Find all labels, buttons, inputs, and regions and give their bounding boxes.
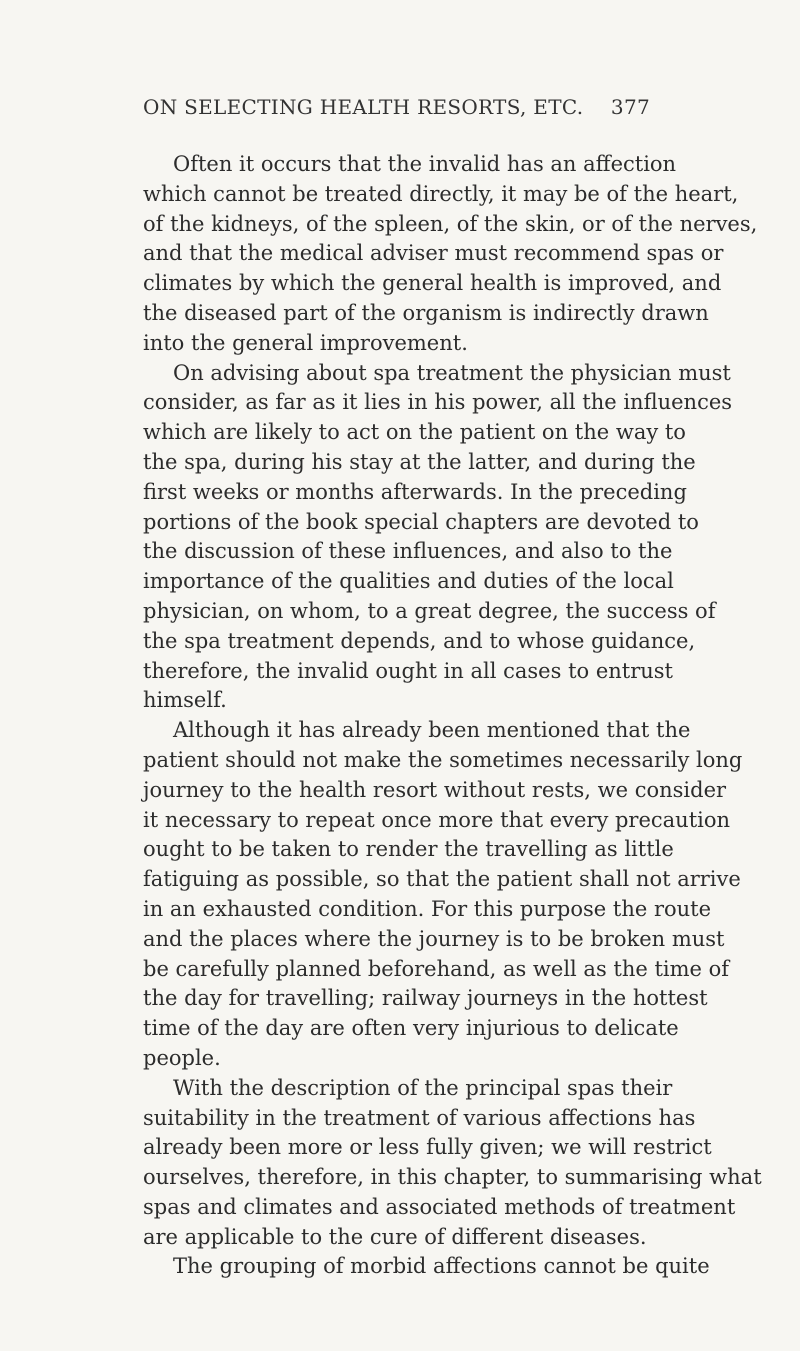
text-line: climates by which the general health is improved, and: [143, 271, 722, 296]
text-line: the diseased part of the organism is indirectly drawn: [143, 300, 709, 325]
text-line: importance of the qualities and duties of the local: [143, 569, 674, 594]
text-line: The grouping of morbid affections cannot be quite: [173, 1254, 710, 1279]
text-line: Although it has already been mentioned that the: [173, 718, 691, 743]
text-line: it necessary to repeat once more that every precaution: [143, 807, 731, 832]
text-line: suitability in the treatment of various affections has: [143, 1105, 696, 1130]
text-line: the spa, during his stay at the latter, and during the: [143, 449, 696, 474]
text-line: in an exhausted condition. For this purpose the route: [143, 896, 712, 921]
text-line: spas and climates and associated methods of treatment: [143, 1194, 736, 1219]
text-line: ourselves, therefore, in this chapter, to summarising what: [143, 1165, 762, 1190]
running-title: ON SELECTING HEALTH RESORTS, ETC.: [143, 95, 584, 119]
text-line: people.: [143, 1045, 221, 1070]
text-line: first weeks or months afterwards. In the preceding: [143, 479, 687, 504]
text-line: fatiguing as possible, so that the patient shall not arrive: [143, 867, 741, 892]
text-line: the day for travelling; railway journeys in the hottest: [143, 986, 708, 1011]
page-number: 377: [610, 95, 650, 119]
text-line: already been more or less fully given; we will restrict: [143, 1135, 712, 1160]
text-line: portions of the book special chapters are devoted to: [143, 509, 699, 534]
text-line: himself.: [143, 688, 227, 713]
text-line: journey to the health resort without rests, we consider: [143, 777, 727, 802]
text-line: On advising about spa treatment the physician must: [173, 360, 731, 385]
text-line: consider, as far as it lies in his power, all the influences: [143, 390, 733, 415]
text-line: of the kidneys, of the spleen, of the skin, or of the nerves,: [143, 211, 758, 236]
text-line: With the description of the principal spas their: [173, 1075, 673, 1100]
text-line: into the general improvement.: [143, 330, 468, 355]
text-line: the discussion of these influences, and also to the: [143, 539, 673, 564]
text-line: physician, on whom, to a great degree, the success of: [143, 598, 716, 623]
text-line: be carefully planned beforehand, as well as the time of: [143, 956, 730, 981]
text-line: and that the medical adviser must recommend spas or: [143, 241, 724, 266]
text-line: which are likely to act on the patient on the way to: [143, 420, 686, 445]
text-line: the spa treatment depends, and to whose guidance,: [143, 628, 696, 653]
body-text: [143, 150, 762, 1282]
text-line: therefore, the invalid ought in all cases to entrust: [143, 658, 673, 683]
text-line: ought to be taken to render the travelling as little: [143, 837, 674, 862]
text-line: which cannot be treated directly, it may be of the heart,: [143, 181, 739, 206]
text-line: Often it occurs that the invalid has an affection: [173, 152, 677, 176]
text-line: patient should not make the sometimes necessarily long: [143, 747, 743, 772]
text-line: and the places where the journey is to be broken must: [143, 926, 725, 951]
running-header: [143, 95, 650, 135]
text-line: are applicable to the cure of different diseases.: [143, 1224, 647, 1249]
text-line: time of the day are often very injurious to delicate: [143, 1016, 679, 1041]
